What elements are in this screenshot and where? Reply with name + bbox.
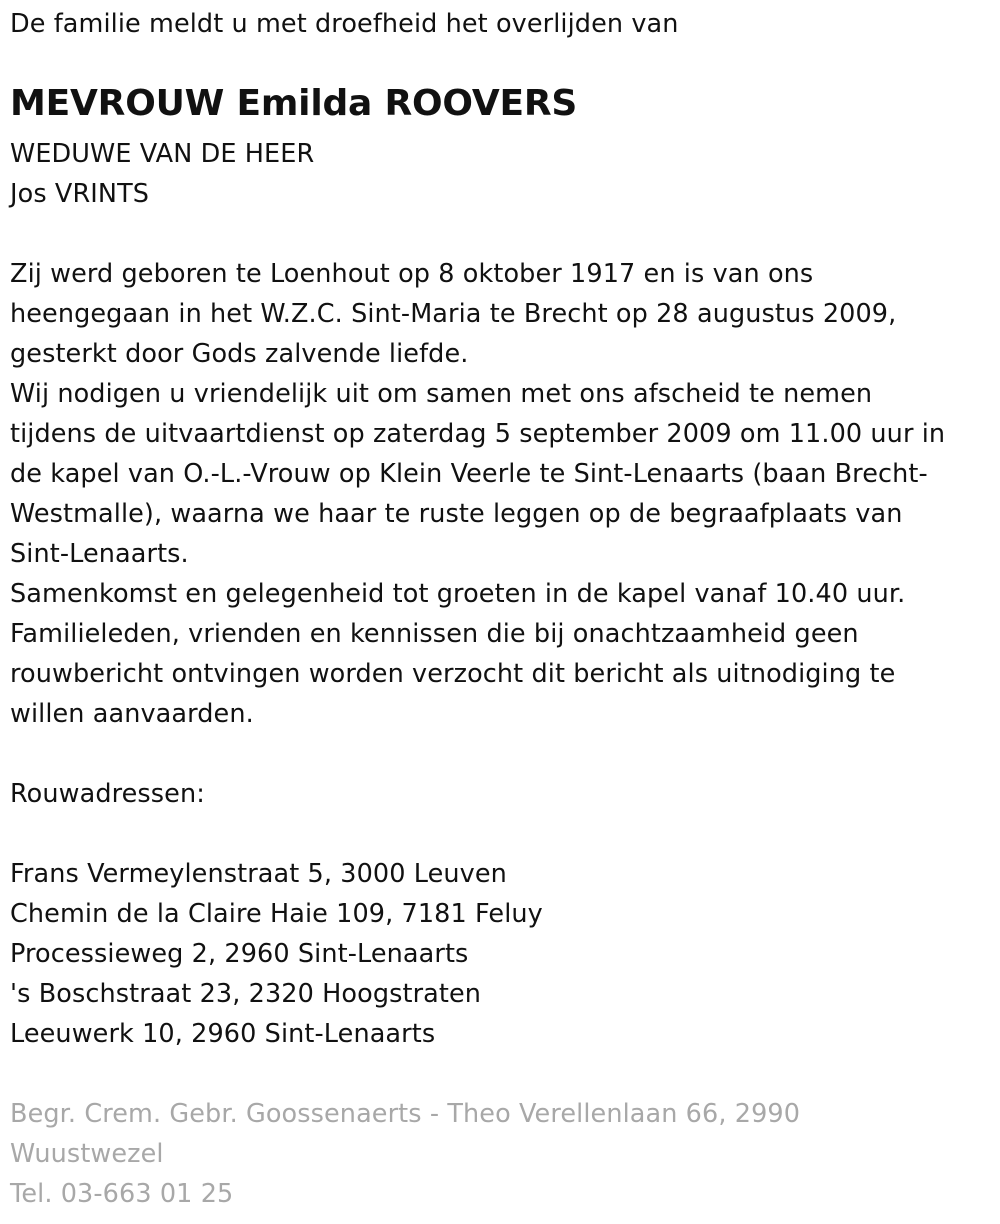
addresses-heading: Rouwadressen: (10, 779, 205, 809)
body-line: Zij werd geboren te Loenhout op 8 oktober 1917 en is van ons (10, 259, 814, 289)
notice-body (10, 254, 985, 734)
relation-text: WEDUWE VAN DE HEER (10, 139, 315, 169)
spacer (10, 1054, 985, 1094)
death-notice (10, 4, 985, 1214)
funeral-home-phone: Tel. 03-663 01 25 (10, 1179, 234, 1209)
body-line: gesterkt door Gods zalvende liefde. (10, 339, 469, 369)
address-list (10, 854, 985, 1054)
spacer (10, 214, 985, 254)
body-line: Samenkomst en gelegenheid tot groeten in de kapel vanaf 10.40 uur. (10, 579, 906, 609)
body-line: de kapel van O.-L.-Vrouw op Klein Veerle te Sint-Lenaarts (baan Brecht- (10, 459, 928, 489)
funeral-home-footer (10, 1094, 985, 1214)
address-item: 's Boschstraat 23, 2320 Hoogstraten (10, 979, 482, 1009)
body-line: rouwbericht ontvingen worden verzocht dit bericht als uitnodiging te (10, 659, 896, 689)
body-line: Familieleden, vrienden en kennissen die bij onachtzaamheid geen (10, 619, 859, 649)
body-line: tijdens de uitvaartdienst op zaterdag 5 september 2009 om 11.00 uur in (10, 419, 946, 449)
body-line: Sint-Lenaarts. (10, 539, 189, 569)
body-line: Westmalle), waarna we haar te ruste leggen op de begraafplaats van (10, 499, 903, 529)
spacer (10, 814, 985, 854)
spacer (10, 734, 985, 774)
spouse-name: Jos VRINTS (10, 179, 150, 209)
address-item: Chemin de la Claire Haie 109, 7181 Feluy (10, 899, 543, 929)
body-line: Wij nodigen u vriendelijk uit om samen met ons afscheid te nemen (10, 379, 873, 409)
address-item: Frans Vermeylenstraat 5, 3000 Leuven (10, 859, 507, 889)
address-item: Processieweg 2, 2960 Sint-Lenaarts (10, 939, 469, 969)
body-line: willen aanvaarden. (10, 699, 254, 729)
address-item: Leeuwerk 10, 2960 Sint-Lenaarts (10, 1019, 436, 1049)
deceased-name: MEVROUW Emilda ROOVERS (10, 83, 578, 124)
intro-text: De familie meldt u met droefheid het overlijden van (10, 9, 679, 39)
funeral-home-address: Begr. Crem. Gebr. Goossenaerts - Theo Verellenlaan 66, 2990 (10, 1099, 801, 1129)
body-line: heengegaan in het W.Z.C. Sint-Maria te Brecht op 28 augustus 2009, (10, 299, 897, 329)
funeral-home-city: Wuustwezel (10, 1139, 164, 1169)
